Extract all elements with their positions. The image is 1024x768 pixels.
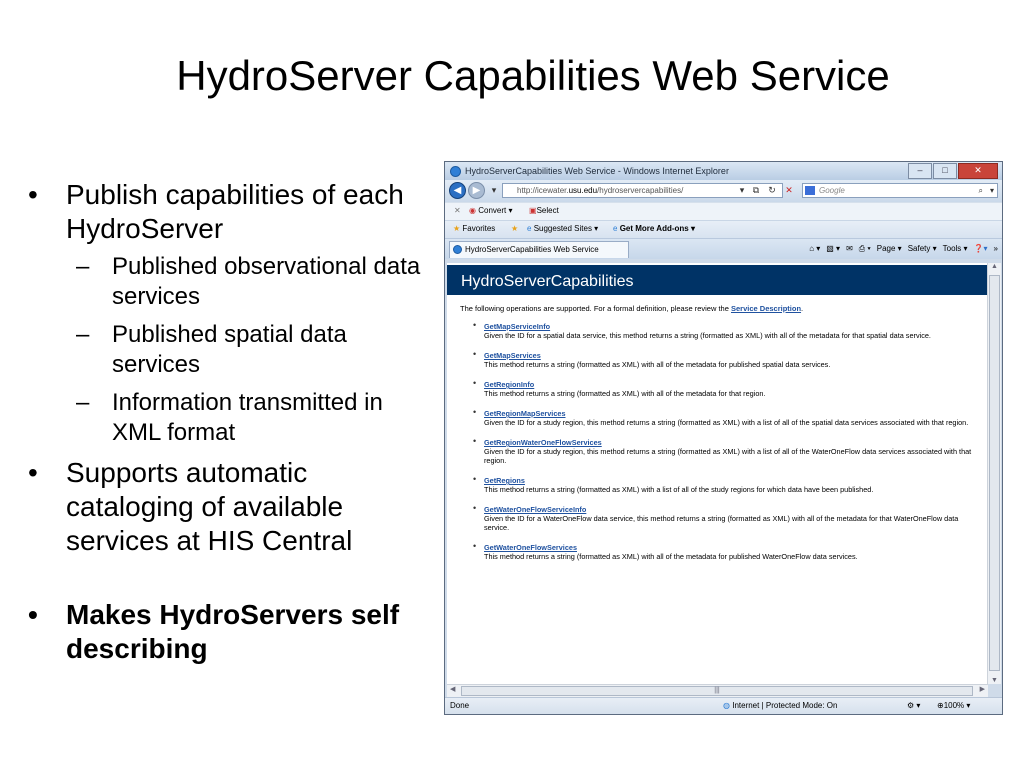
operation-description: Given the ID for a spatial data service, this method returns a string (formatted as XML) with all of the metadata for that spatial data service. <box>484 331 931 340</box>
horizontal-scroll-thumb[interactable]: ||| <box>461 686 973 696</box>
bullet-dot: • <box>28 457 38 488</box>
zoom-control[interactable]: ⊕100% ▾ <box>937 701 971 710</box>
operation-description: Given the ID for a WaterOneFlow data service, this method returns a string (formatted as XML) with all of the metadata for that WaterOneFlow data service. <box>484 514 959 532</box>
favorites-button[interactable] <box>453 221 495 237</box>
operation-link[interactable]: • GetWaterOneFlowServiceInfo <box>484 505 587 514</box>
get-more-addons-label: Get More Add-ons <box>619 224 689 233</box>
forward-button[interactable]: ▶ <box>468 182 485 199</box>
feeds-icon[interactable]: ▧ ▾ <box>826 244 841 253</box>
minimize-button[interactable]: – <box>908 163 932 179</box>
list-item <box>447 380 988 398</box>
address-path: /hydroservercapabilities/ <box>597 186 684 195</box>
ie-page-icon: e <box>613 224 618 233</box>
list-item <box>447 409 988 427</box>
operation-link[interactable]: • GetMapServices <box>484 351 541 360</box>
window-titlebar <box>445 162 1002 180</box>
operations-list <box>447 322 988 561</box>
chevron-right-icon[interactable]: » <box>993 244 998 253</box>
select-icon: ▣ <box>529 206 537 215</box>
tab-title: HydroServerCapabilities Web Service <box>465 245 599 254</box>
slide-title: HydroServer Capabilities Web Service <box>176 52 890 99</box>
google-logo-icon <box>805 186 815 195</box>
addons-status-icon[interactable]: ⚙ ▾ <box>907 701 921 710</box>
sub-bullet-text: Information transmitted in XML format <box>112 389 383 446</box>
status-bar <box>445 697 1002 715</box>
browser-window <box>444 161 1003 715</box>
address-dropdown-icon[interactable]: ▾ <box>739 185 745 195</box>
dash-marker: – <box>76 253 90 280</box>
sub-bullet-text: Published spatial data services <box>112 321 347 378</box>
operation-description: This method returns a string (formatted as XML) with all of the metadata for published WaterOneFlow data services. <box>484 552 858 561</box>
operation-description: Given the ID for a study region, this method returns a string (formatted as XML) with a list of all of the WaterOneFlow data services associated with that region. <box>484 447 972 465</box>
convert-button[interactable]: ◉ Convert ▾ <box>469 206 513 215</box>
bullet-item <box>24 598 434 666</box>
intro-text: The following operations are supported. For a formal definition, please review the <box>460 304 729 313</box>
safety-menu-label: Safety <box>907 244 931 253</box>
maximize-button[interactable]: □ <box>933 163 957 179</box>
select-label: Select <box>536 206 559 215</box>
ie-page-icon: e <box>527 224 532 233</box>
suggested-sites-button[interactable]: e Suggested Sites ▾ <box>527 224 599 233</box>
search-icon[interactable]: ⌕ <box>978 186 983 195</box>
scroll-down-icon[interactable]: ▼ <box>991 677 998 684</box>
command-tools <box>809 242 998 256</box>
tools-menu-label: Tools <box>942 244 962 253</box>
sub-bullet-item <box>24 388 434 448</box>
operation-link[interactable]: • GetRegions <box>484 476 525 485</box>
search-dropdown-icon[interactable]: ▾ <box>989 186 994 195</box>
bullet-item <box>24 456 434 558</box>
list-item <box>447 476 988 494</box>
zoom-level: 100% <box>943 701 965 710</box>
list-item <box>447 351 988 369</box>
favorites-star-icon: ★ <box>453 224 461 233</box>
vertical-scrollbar[interactable] <box>987 263 1001 684</box>
operation-link[interactable]: • GetRegionInfo <box>484 380 535 389</box>
security-zone <box>723 698 837 714</box>
add-favorites-icon[interactable]: ★ <box>511 224 519 233</box>
browser-tab[interactable] <box>449 241 629 258</box>
close-window-button[interactable]: ✕ <box>958 163 998 179</box>
page-content <box>447 263 988 684</box>
scroll-up-icon[interactable]: ▲ <box>991 263 998 270</box>
list-item <box>447 543 988 561</box>
search-input[interactable] <box>802 183 998 198</box>
operation-description: This method returns a string (formatted as XML) with all of the metadata for that region. <box>484 389 766 398</box>
dash-marker: – <box>76 389 90 416</box>
command-bar <box>445 202 1002 220</box>
operation-description: This method returns a string (formatted as XML) with a list of all of the study regions for which data have been published. <box>484 485 874 494</box>
search-placeholder: Google <box>819 186 845 195</box>
page-menu-label: Page <box>876 244 896 253</box>
list-item <box>447 322 988 340</box>
compatibility-view-icon[interactable]: ⧉ <box>752 185 760 195</box>
bullet-list <box>24 178 434 672</box>
service-header: HydroServerCapabilities <box>447 265 988 295</box>
print-icon[interactable]: ⎙ ▾ <box>858 244 871 253</box>
dash-marker: – <box>76 321 90 348</box>
address-toolbar <box>445 180 1002 202</box>
favorites-label: Favorites <box>462 224 496 233</box>
select-button[interactable] <box>529 203 559 219</box>
back-button[interactable]: ◀ <box>449 182 466 199</box>
bullet-text: Publish capabilities of each HydroServer <box>66 179 404 244</box>
scroll-left-icon[interactable]: ◀ <box>450 686 456 693</box>
address-host: usu.edu <box>568 186 598 195</box>
horizontal-scrollbar[interactable] <box>447 684 988 697</box>
list-item <box>447 505 988 532</box>
zoom-icon: ⊕ <box>937 701 944 710</box>
scroll-right-icon[interactable]: ▶ <box>979 686 985 693</box>
close-toolbar-icon[interactable]: ✕ <box>454 206 461 215</box>
address-prefix: http://icewater. <box>517 186 569 195</box>
operation-link[interactable]: • GetWaterOneFlowServices <box>484 543 577 552</box>
operation-link[interactable]: • GetRegionWaterOneFlowServices <box>484 438 602 447</box>
refresh-icon[interactable]: ↻ <box>768 185 776 195</box>
bullet-text: Makes HydroServers self describing <box>66 599 400 664</box>
operation-description: Given the ID for a study region, this method returns a string (formatted as XML) with a list of all of the spatial data services associated with that region. <box>484 418 969 427</box>
operation-link[interactable]: • GetRegionMapServices <box>484 409 566 418</box>
get-more-addons-button[interactable]: e Get More Add-ons ▾ <box>613 224 695 233</box>
bullet-dot: • <box>28 179 38 210</box>
operation-link[interactable]: • GetMapServiceInfo <box>484 322 551 331</box>
globe-icon: ◍ <box>723 701 730 710</box>
tab-favicon-icon <box>453 245 462 254</box>
security-zone-label: Internet | Protected Mode: On <box>732 701 838 710</box>
bullet-item <box>24 178 434 246</box>
home-icon[interactable]: ⌂ ▾ <box>809 244 821 253</box>
bullet-text: Supports automatic cataloging of available services at HIS Central <box>66 457 353 556</box>
list-item <box>447 438 988 465</box>
sub-bullet-item <box>24 320 434 380</box>
safety-menu[interactable]: Safety ▾ <box>907 244 937 253</box>
vertical-scroll-thumb[interactable] <box>989 275 1000 671</box>
mail-icon[interactable]: ✉ <box>846 244 853 253</box>
sub-bullet-item <box>24 252 434 312</box>
suggested-sites-label: Suggested Sites <box>533 224 592 233</box>
help-icon[interactable]: ❓▾ <box>973 244 988 253</box>
service-intro: The following operations are supported. For a formal definition, please review the Service Description. <box>460 304 804 313</box>
tools-menu[interactable]: Tools ▾ <box>942 244 968 253</box>
bullet-dot: • <box>28 599 38 630</box>
ie-logo-icon <box>450 166 461 177</box>
convert-label: Convert <box>478 206 507 215</box>
favorites-bar <box>445 220 1002 238</box>
tab-row <box>445 238 1002 259</box>
operation-description: This method returns a string (formatted as XML) with all of the metadata for published spatial data services. <box>484 360 831 369</box>
status-text: Done <box>450 701 470 710</box>
sub-bullet-text: Published observational data services <box>112 253 421 310</box>
history-dropdown-icon[interactable]: ▾ <box>491 185 497 195</box>
convert-icon: ◉ <box>469 206 476 215</box>
stop-icon[interactable]: ✕ <box>785 185 793 195</box>
window-title: HydroServerCapabilities Web Service - Windows Internet Explorer <box>465 166 729 176</box>
service-description-link[interactable]: Service Description <box>731 304 802 313</box>
page-menu[interactable]: Page ▾ <box>876 244 902 253</box>
